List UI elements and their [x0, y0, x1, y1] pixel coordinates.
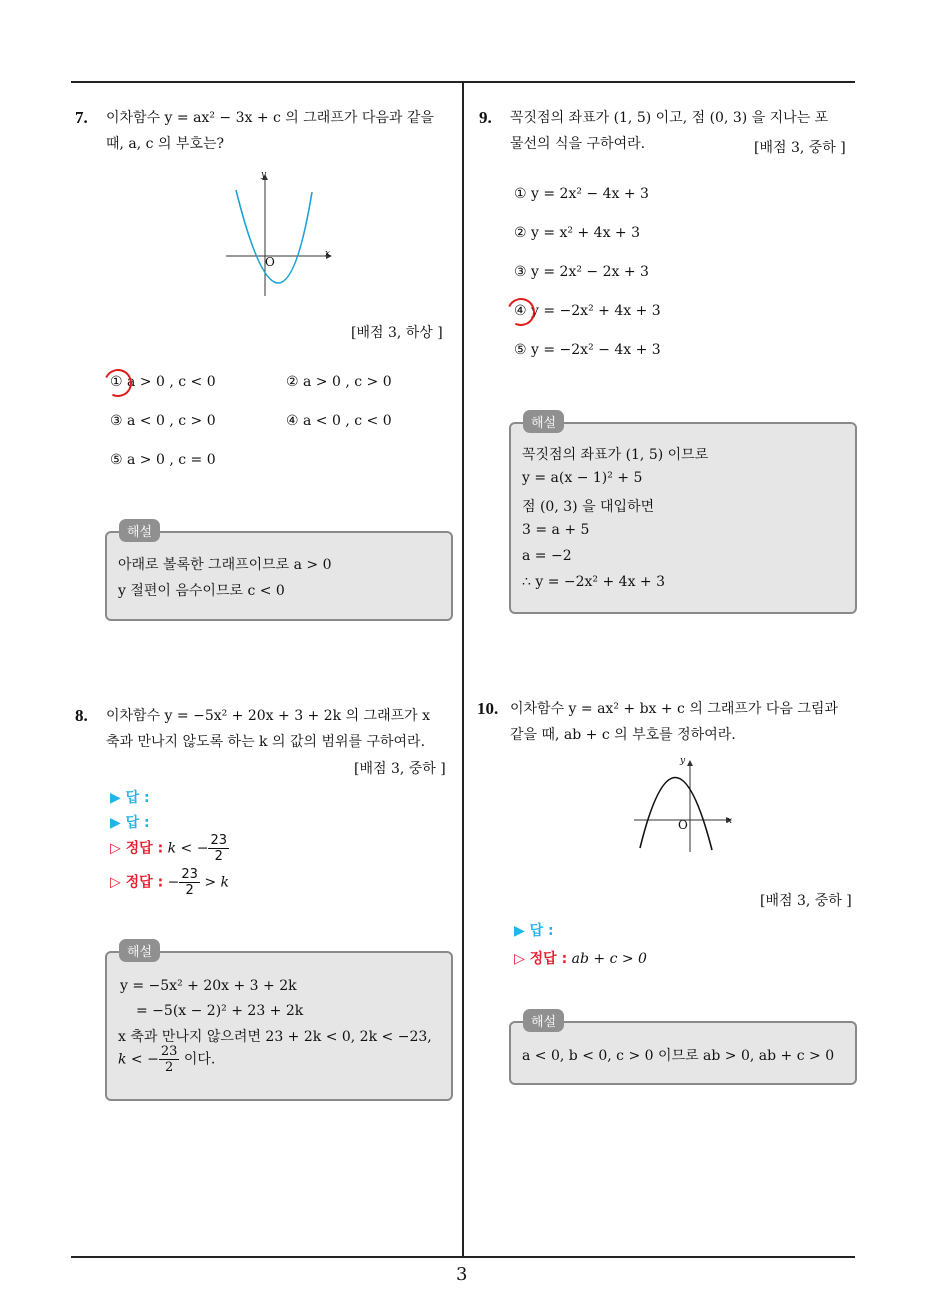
explanation-tag: 해설	[119, 939, 160, 962]
graph-y-label: y	[680, 756, 686, 766]
correct-value: ab + c > 0	[571, 951, 647, 967]
fraction: $\frac{23}{2}$	[210, 833, 228, 864]
selected-answer-mark	[503, 294, 539, 330]
explanation-line: = −5(x − 2)² + 23 + 2k	[136, 1003, 304, 1019]
answer-label-1[interactable]: ▶ 답 :	[110, 790, 150, 806]
explanation-line: 꼭짓점의 좌표가 (1, 5) 이므로	[522, 447, 709, 463]
explanation-tag: 해설	[119, 519, 160, 542]
question-text-line1: 이차함수 y = −5x² + 20x + 3 + 2k 의 그래프가 x	[106, 708, 430, 724]
choice-5[interactable]: ⑤ a > 0 , c = 0	[110, 452, 216, 468]
question-text-line1: 꼭짓점의 좌표가 (1, 5) 이고, 점 (0, 3) 을 지나는 포	[510, 110, 829, 126]
choice-5[interactable]: ⑤ y = −2x² − 4x + 3	[514, 342, 661, 358]
explanation-line: 아래로 볼록한 그래프이므로 a > 0	[118, 557, 332, 573]
graph-x-label: x	[325, 249, 331, 259]
correct-value-suffix: > k	[199, 874, 230, 891]
correct-answer-1	[110, 833, 229, 864]
question-text-line1: 이차함수 y = ax² + bx + c 의 그래프가 다음 그림과	[510, 701, 838, 717]
explanation-line: a = −2	[522, 548, 572, 564]
bottom-rule	[71, 1256, 855, 1258]
graph-x-label: x	[727, 816, 733, 826]
score-label: [배점 3, 하상 ]	[351, 325, 443, 341]
choice-4[interactable]: ④ a < 0 , c < 0	[286, 413, 392, 429]
correct-label: ▷ 정답 :	[514, 951, 568, 967]
explanation-line: y = −5x² + 20x + 3 + 2k	[120, 978, 297, 994]
fraction: $\frac{23}{2}$	[160, 1044, 178, 1075]
choice-1[interactable]: ① y = 2x² − 4x + 3	[514, 186, 649, 202]
question-text-line2: 물선의 식을 구하여라.	[510, 136, 646, 152]
question-text-line2: 축과 만나지 않도록 하는 k 의 값의 범위를 구하여라.	[106, 734, 426, 750]
explanation-box	[105, 531, 453, 621]
question-text-line1: 이차함수 y = ax² − 3x + c 의 그래프가 다음과 같을	[106, 110, 434, 126]
score-label: [배점 3, 중하 ]	[760, 893, 852, 909]
question-number: 10.	[477, 699, 499, 718]
fraction: $\frac{23}{2}$	[181, 867, 198, 898]
choice-4[interactable]: ④ y = −2x² + 4x + 3	[514, 303, 661, 319]
choice-2[interactable]: ② a > 0 , c > 0	[286, 374, 392, 390]
parabola-graph	[222, 170, 332, 298]
selected-answer-mark	[100, 365, 136, 401]
parabola-graph	[630, 756, 736, 852]
score-label: [배점 3, 중하 ]	[354, 761, 446, 777]
explanation-line-last: k < − $\frac{23}{2}$ 이다.	[118, 1044, 216, 1075]
correct-value-prefix: −	[167, 874, 180, 891]
explanation-line: 점 (0, 3) 을 대입하면	[522, 499, 655, 515]
score-label: [배점 3, 중하 ]	[754, 140, 846, 156]
question-number: 9.	[479, 108, 492, 127]
explanation-line: 3 = a + 5	[522, 522, 590, 538]
graph-origin-label: O	[678, 818, 688, 832]
correct-answer	[514, 948, 647, 968]
explanation-line: a < 0, b < 0, c > 0 이므로 ab > 0, ab + c > 0	[522, 1048, 835, 1064]
correct-label: ▷ 정답 :	[110, 840, 164, 857]
explanation-line: ∴ y = −2x² + 4x + 3	[522, 574, 666, 590]
choice-2[interactable]: ② y = x² + 4x + 3	[514, 225, 641, 241]
graph-y-label: y	[261, 170, 267, 180]
column-divider	[462, 83, 464, 1258]
explanation-line: y 절편이 음수이므로 c < 0	[118, 583, 285, 599]
question-text-line2: 때, a, c 의 부호는?	[106, 136, 225, 152]
page-number: 3	[456, 1264, 468, 1285]
answer-label-2[interactable]: ▶ 답 :	[110, 815, 150, 831]
correct-value-prefix: k < −	[167, 840, 209, 857]
explanation-tag: 해설	[523, 410, 564, 433]
question-number: 8.	[75, 706, 88, 725]
correct-label: ▷ 정답 :	[110, 874, 164, 891]
choice-3[interactable]: ③ y = 2x² − 2x + 3	[514, 264, 649, 280]
correct-answer-2	[110, 867, 229, 898]
graph-origin-label: O	[265, 255, 275, 269]
explanation-line: x 축과 만나지 않으려면 23 + 2k < 0, 2k < −23,	[118, 1029, 432, 1045]
choice-1[interactable]: ① a > 0 , c < 0	[110, 374, 216, 390]
explanation-line: y = a(x − 1)² + 5	[522, 470, 643, 486]
explanation-tag: 해설	[523, 1009, 564, 1032]
question-text-line2: 같을 때, ab + c 의 부호를 정하여라.	[510, 727, 736, 743]
question-number: 7.	[75, 108, 88, 127]
answer-label[interactable]: ▶ 답 :	[514, 923, 554, 939]
choice-3[interactable]: ③ a < 0 , c > 0	[110, 413, 216, 429]
